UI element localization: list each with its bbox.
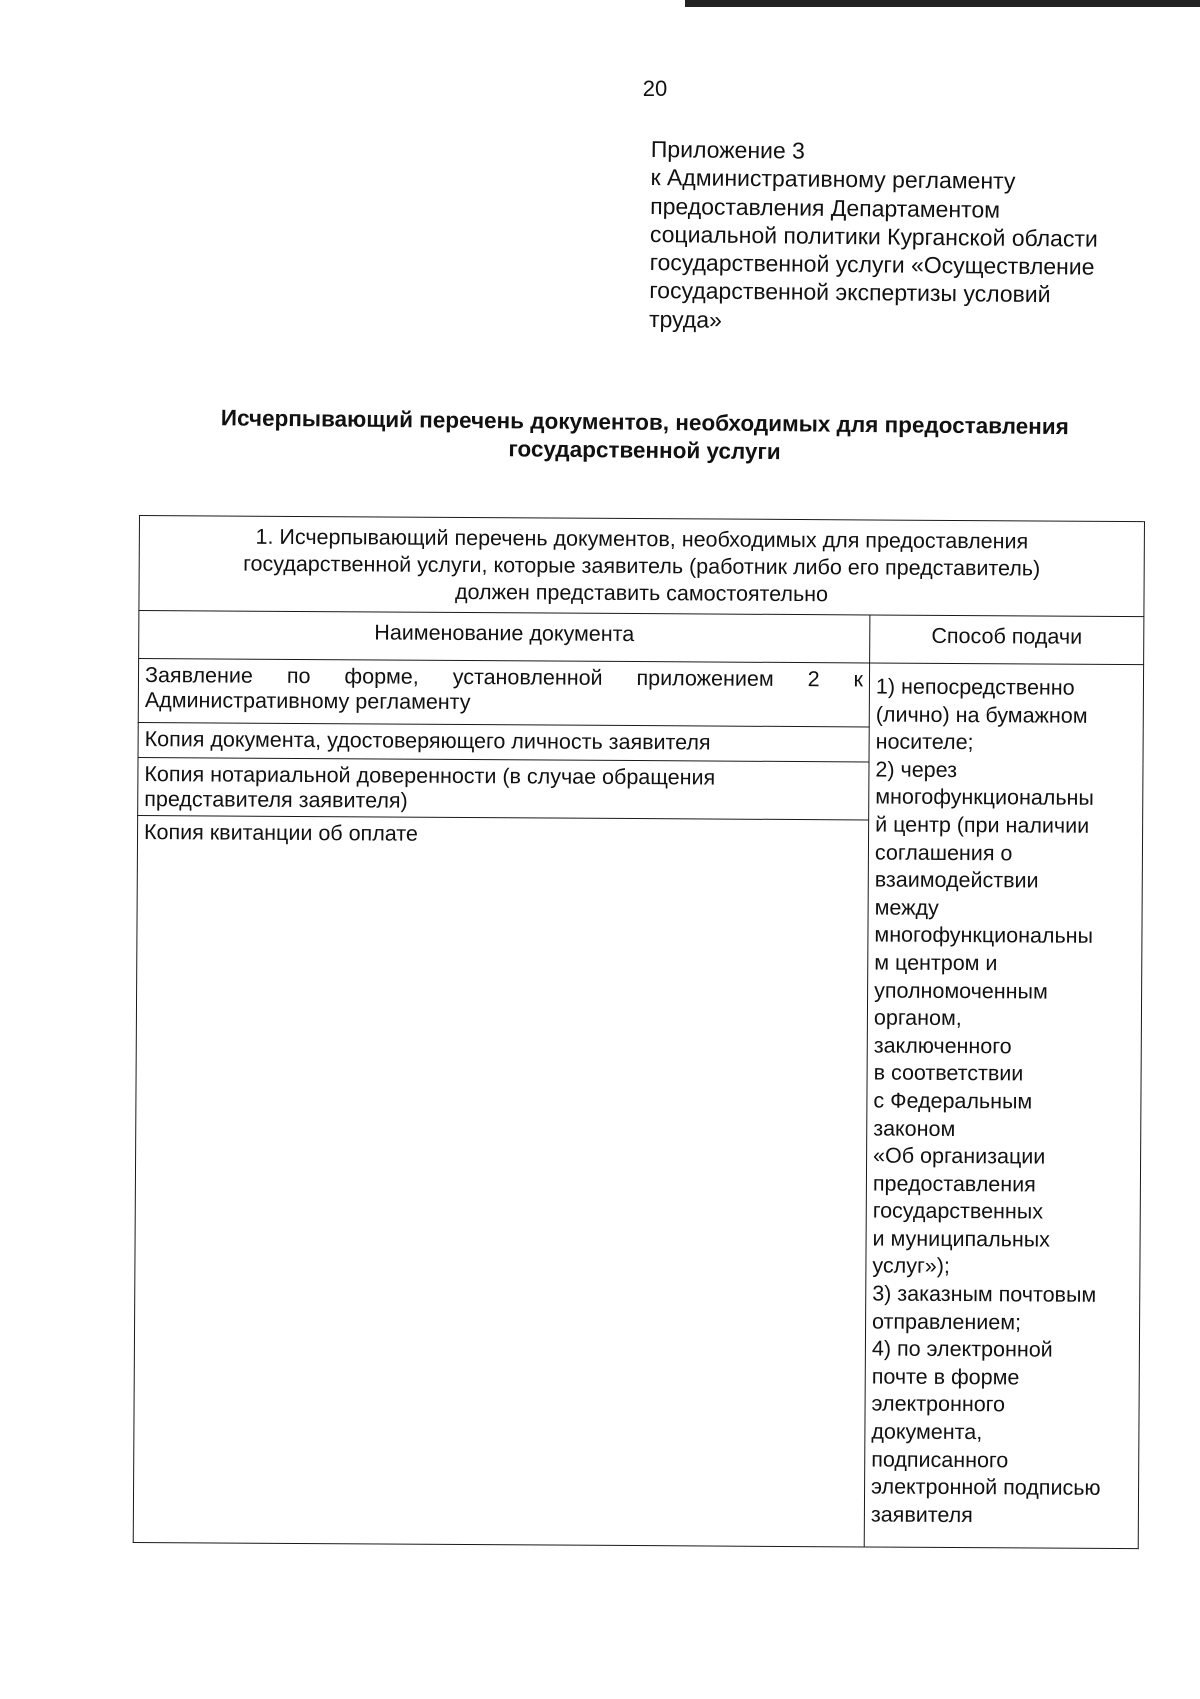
- method-line: подписанного: [871, 1447, 1009, 1472]
- appendix-line: предоставления Департаментом: [650, 192, 1001, 223]
- method-line: 2) через: [875, 757, 958, 782]
- document-title: [194, 404, 1095, 469]
- document-cell: Заявление по форме, установленной приложением 2 к Административному регламенту: [138, 659, 869, 727]
- method-line: и муниципальных: [872, 1226, 1051, 1252]
- method-line: заключенного: [873, 1033, 1012, 1059]
- method-line: государственных: [872, 1198, 1044, 1224]
- section-line: государственной услуги, которые заявитель (работник либо его представитель): [243, 551, 1041, 581]
- title-line: государственной услуги: [508, 436, 781, 465]
- appendix-line: государственной услуги «Осуществление: [649, 249, 1095, 280]
- method-line: почте в форме: [871, 1364, 1020, 1390]
- method-line: «Об организации: [873, 1143, 1046, 1169]
- scan-edge: [685, 0, 1200, 7]
- table-row: [138, 659, 1143, 729]
- method-line: услуг»);: [872, 1253, 950, 1279]
- appendix-line: Приложение 3: [650, 135, 806, 164]
- method-line: предоставления: [872, 1171, 1036, 1197]
- appendix-line: к Административному регламенту: [650, 164, 1016, 195]
- title-line: Исчерпывающий перечень документов, необходимых для предоставления: [220, 405, 1069, 440]
- method-line: взаимодействии: [874, 867, 1039, 893]
- method-line: документа,: [871, 1419, 983, 1445]
- section-row: [139, 516, 1145, 617]
- method-line: электронной подписью: [871, 1474, 1101, 1501]
- method-line: соглашения о: [874, 840, 1013, 865]
- method-line: уполномоченным: [874, 978, 1048, 1004]
- appendix-line: государственной экспертизы условий: [649, 277, 1051, 308]
- method-line: отправлением;: [872, 1309, 1022, 1335]
- documents-table: [133, 515, 1145, 1549]
- method-line: м центром и: [874, 950, 998, 976]
- document-cell: Копия нотариальной доверенности (в случае обращения представителя заявителя): [138, 757, 869, 819]
- method-line: органом,: [873, 1005, 962, 1031]
- document-cell: Копия квитанции об оплате: [133, 815, 868, 1546]
- method-line: многофункциональны: [874, 922, 1094, 949]
- method-line: носителе;: [875, 729, 974, 755]
- section-heading: [139, 516, 1145, 617]
- method-line: электронного: [871, 1391, 1006, 1417]
- documents-table-wrapper: [133, 515, 1144, 1549]
- method-line: 4) по электронной: [871, 1336, 1053, 1362]
- section-line: 1. Исчерпывающий перечень документов, необходимых для предоставления: [255, 524, 1029, 554]
- document-cell: Копия документа, удостоверяющего личность заявителя: [138, 722, 869, 761]
- submission-method-cell: [864, 663, 1143, 1549]
- column-header-submission-method: Способ подачи: [870, 615, 1144, 665]
- method-line: между: [874, 895, 939, 920]
- method-line: 3) заказным почтовым: [872, 1281, 1097, 1307]
- method-line: в соответствии: [873, 1060, 1024, 1086]
- method-line: законом: [873, 1115, 956, 1141]
- header-row: [139, 611, 1144, 665]
- page-number: 20: [642, 76, 668, 101]
- method-line: й центр (при наличии: [875, 812, 1090, 838]
- method-line: с Федеральным: [873, 1088, 1033, 1114]
- method-line: заявителя: [870, 1502, 973, 1527]
- section-line: должен представить самостоятельно: [454, 579, 829, 607]
- appendix-header: [649, 135, 1171, 339]
- appendix-line: социальной политики Курганской области: [649, 220, 1098, 252]
- column-header-document-name: Наименование документа: [139, 611, 870, 663]
- method-line: (лично) на бумажном: [875, 702, 1088, 728]
- appendix-line: труда»: [648, 305, 723, 333]
- method-line: 1) непосредственно: [875, 674, 1075, 700]
- method-line: многофункциональны: [875, 784, 1094, 811]
